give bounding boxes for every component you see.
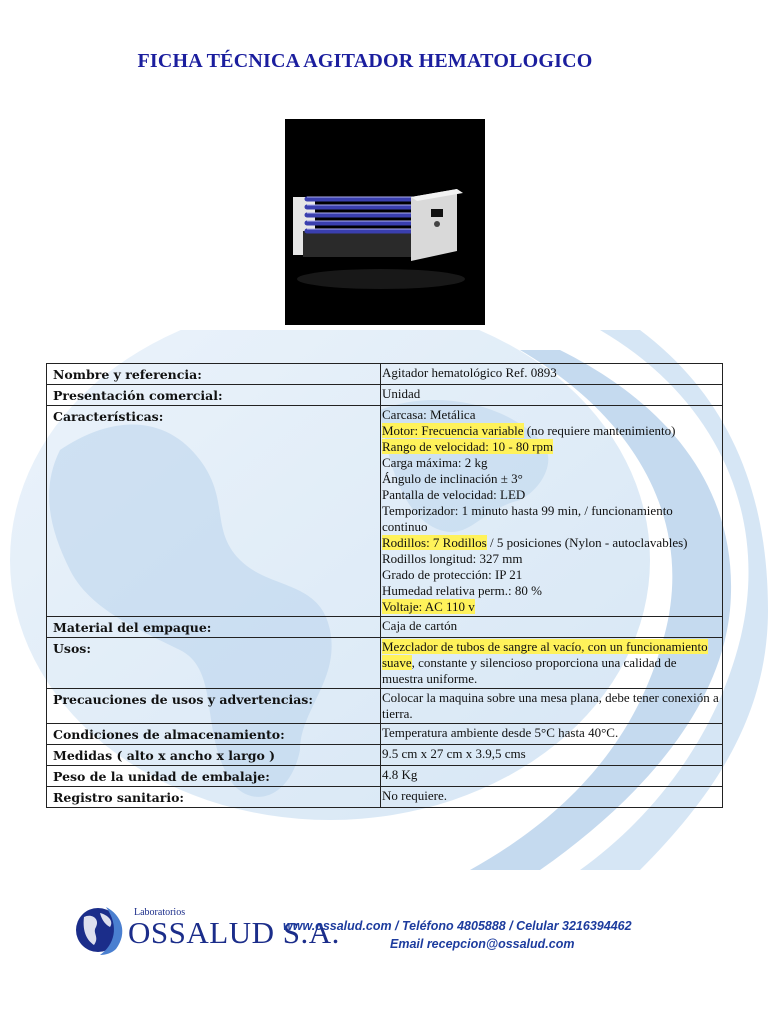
lab-label: Laboratorios <box>134 907 186 918</box>
table-row <box>47 724 723 745</box>
row-label: Presentación comercial: <box>47 385 381 406</box>
row-label: Características: <box>47 406 381 617</box>
row-value: Temperatura ambiente desde 5°C hasta 40°C. <box>381 724 723 745</box>
list-item <box>382 423 720 439</box>
highlighted-text: Rango de velocidad: 10 - 80 rpm <box>382 439 554 454</box>
row-label: Medidas ( alto x ancho x largo ) <box>47 745 381 766</box>
email-line: Email recepcion@ossalud.com <box>390 937 575 951</box>
table-row <box>47 787 723 808</box>
row-value: Unidad <box>381 385 723 406</box>
highlighted-text: Motor: Frecuencia variable <box>382 423 524 438</box>
row-label: Nombre y referencia: <box>47 364 381 385</box>
list-item <box>382 471 720 487</box>
item-text: Carcasa: Metálica <box>382 407 476 422</box>
characteristics-list <box>381 406 723 617</box>
list-item <box>382 551 720 567</box>
item-text: Humedad relativa perm.: 80 % <box>382 583 542 598</box>
table-row <box>47 689 723 724</box>
row-label: Condiciones de almacenamiento: <box>47 724 381 745</box>
list-item <box>382 503 720 535</box>
item-text: Pantalla de velocidad: LED <box>382 487 526 502</box>
table-row <box>47 385 723 406</box>
page-title: FICHA TÉCNICA AGITADOR HEMATOLOGICO <box>137 50 593 72</box>
table-row <box>47 745 723 766</box>
specifications-table <box>46 363 723 808</box>
list-item <box>382 455 720 471</box>
row-value: No requiere. <box>381 787 723 808</box>
contact-line: www.ossalud.com / Teléfono 4805888 / Celular 3216394462 <box>283 919 632 933</box>
item-text: / 5 posiciones (Nylon - autoclavables) <box>486 535 688 550</box>
table-row <box>47 406 723 617</box>
list-item <box>382 407 720 423</box>
item-text: (no requiere mantenimiento) <box>523 423 676 438</box>
list-item <box>382 535 720 551</box>
highlighted-text: Voltaje: AC 110 v <box>382 599 475 614</box>
row-value: Colocar la maquina sobre una mesa plana, debe tener conexión a tierra. <box>381 689 723 724</box>
list-item <box>382 599 720 615</box>
row-value: 4.8 Kg <box>381 766 723 787</box>
item-text: Ángulo de inclinación ± 3° <box>382 471 523 486</box>
brand-name: OSSALUD S.A. <box>128 915 340 950</box>
row-label: Material del empaque: <box>47 617 381 638</box>
list-item <box>382 487 720 503</box>
row-label: Precauciones de usos y advertencias: <box>47 689 381 724</box>
row-label: Usos: <box>47 638 381 689</box>
footer <box>0 895 768 965</box>
table-row <box>47 638 723 689</box>
table-row <box>47 364 723 385</box>
ossalud-logo-icon <box>70 903 130 955</box>
list-item <box>382 567 720 583</box>
row-value: Agitador hematológico Ref. 0893 <box>381 364 723 385</box>
highlighted-text: Rodillos: 7 Rodillos <box>382 535 487 550</box>
row-value <box>381 638 723 689</box>
table-row <box>47 617 723 638</box>
table-row <box>47 766 723 787</box>
item-text: Carga máxima: 2 kg <box>382 455 488 470</box>
product-photo-icon <box>285 119 485 325</box>
item-text: Rodillos longitud: 327 mm <box>382 551 523 566</box>
list-item <box>382 439 720 455</box>
row-label: Registro sanitario: <box>47 787 381 808</box>
row-label: Peso de la unidad de embalaje: <box>47 766 381 787</box>
item-text: , constante y silencioso proporciona una calidad de muestra uniforme. <box>382 655 677 686</box>
row-value: 9.5 cm x 27 cm x 3.9,5 cms <box>381 745 723 766</box>
list-item <box>382 583 720 599</box>
item-text: Grado de protección: IP 21 <box>382 567 523 582</box>
row-value: Caja de cartón <box>381 617 723 638</box>
item-text: Temporizador: 1 minuto hasta 99 min, / funcionamiento continuo <box>382 503 673 534</box>
highlighted-text: Mezclador de tubos de sangre al vacío, con un funcionamiento suave <box>382 639 708 670</box>
